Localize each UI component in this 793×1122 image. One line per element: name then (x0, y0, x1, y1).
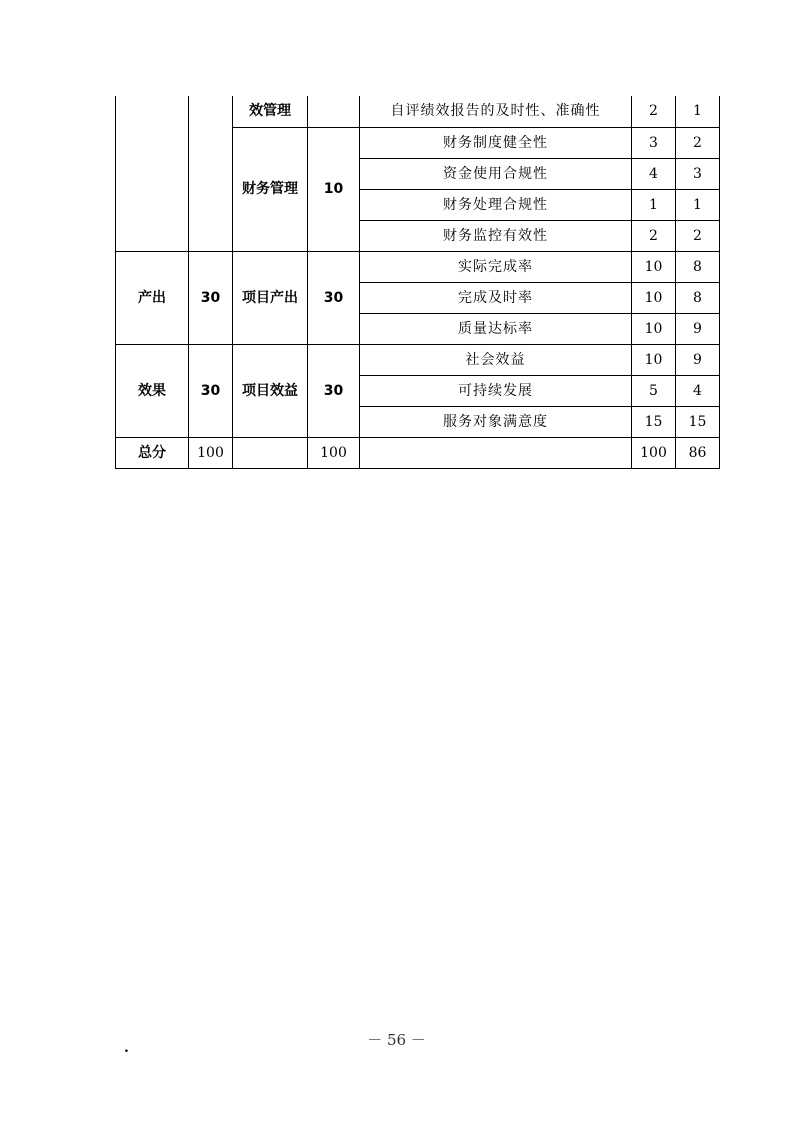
level3-indicator-cell: 服务对象满意度 (360, 406, 632, 437)
total-score: 86 (676, 437, 720, 468)
table-row (116, 251, 720, 282)
level2-weight-cell-continued (308, 96, 360, 127)
score-cell: 2 (676, 220, 720, 251)
weight-cell: 3 (632, 127, 676, 158)
level3-indicator-cell: 自评绩效报告的及时性、准确性 (360, 96, 632, 127)
level3-indicator-cell: 社会效益 (360, 344, 632, 375)
table-row (116, 344, 720, 375)
level2-weight-cell-finance: 10 (308, 127, 360, 251)
weight-cell: 2 (632, 96, 676, 127)
performance-score-table (115, 96, 720, 469)
level1-weight-cell-continued (189, 96, 233, 251)
page-number: － 56 － (367, 1031, 426, 1049)
weight-cell: 10 (632, 282, 676, 313)
total-level2-weight: 100 (308, 437, 360, 468)
total-label: 总分 (116, 437, 189, 468)
level2-weight-cell-effect: 30 (308, 344, 360, 437)
level1-cell-continued (116, 96, 189, 251)
total-empty-cell (360, 437, 632, 468)
weight-cell: 5 (632, 375, 676, 406)
level1-weight-cell-effect: 30 (189, 344, 233, 437)
total-row (116, 437, 720, 468)
level1-cell-effect: 效果 (116, 344, 189, 437)
score-cell: 8 (676, 251, 720, 282)
score-cell: 15 (676, 406, 720, 437)
score-cell: 2 (676, 127, 720, 158)
weight-cell: 2 (632, 220, 676, 251)
total-weight: 100 (632, 437, 676, 468)
weight-cell: 10 (632, 313, 676, 344)
level3-indicator-cell: 完成及时率 (360, 282, 632, 313)
level2-cell-finance: 财务管理 (233, 127, 308, 251)
level3-indicator-cell: 实际完成率 (360, 251, 632, 282)
table-row (116, 96, 720, 127)
score-cell: 8 (676, 282, 720, 313)
weight-cell: 4 (632, 158, 676, 189)
level3-indicator-cell: 财务制度健全性 (360, 127, 632, 158)
level2-cell-effect: 项目效益 (233, 344, 308, 437)
level3-indicator-cell: 资金使用合规性 (360, 158, 632, 189)
level1-cell-output: 产出 (116, 251, 189, 344)
level2-cell-output: 项目产出 (233, 251, 308, 344)
level3-indicator-cell: 可持续发展 (360, 375, 632, 406)
weight-cell: 15 (632, 406, 676, 437)
footer-mark: . (124, 1040, 129, 1056)
score-cell: 1 (676, 96, 720, 127)
score-cell: 9 (676, 344, 720, 375)
score-cell: 4 (676, 375, 720, 406)
level1-weight-cell-output: 30 (189, 251, 233, 344)
level2-cell-continued: 效管理 (233, 96, 308, 127)
level2-weight-cell-output: 30 (308, 251, 360, 344)
level3-indicator-cell: 财务处理合规性 (360, 189, 632, 220)
score-cell: 1 (676, 189, 720, 220)
score-cell: 9 (676, 313, 720, 344)
weight-cell: 10 (632, 344, 676, 375)
weight-cell: 1 (632, 189, 676, 220)
level3-indicator-cell: 财务监控有效性 (360, 220, 632, 251)
weight-cell: 10 (632, 251, 676, 282)
score-cell: 3 (676, 158, 720, 189)
total-empty-cell (233, 437, 308, 468)
level3-indicator-cell: 质量达标率 (360, 313, 632, 344)
total-level1-weight: 100 (189, 437, 233, 468)
